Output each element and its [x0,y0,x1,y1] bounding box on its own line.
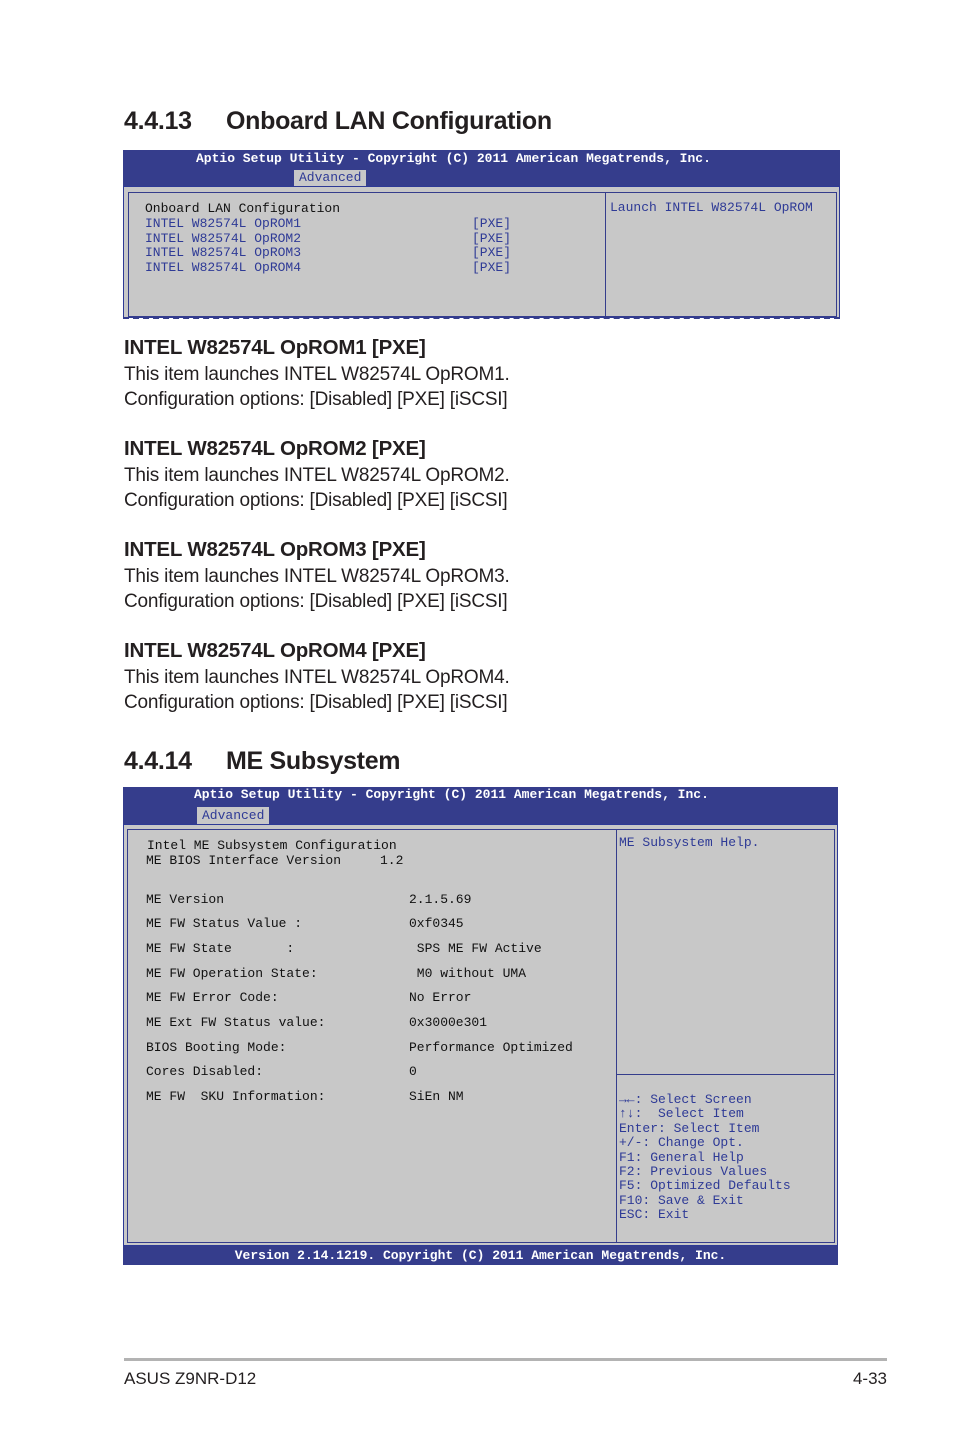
item-desc: This item launches INTEL W82574L OpROM4. [124,667,510,688]
item-options: Configuration options: [Disabled] [PXE] [iSCSI] [124,591,508,612]
bios-row-value: 0 [409,1064,417,1079]
key-hint: F5: Optimized Defaults [619,1178,791,1193]
section-heading-lan [124,107,552,136]
section-number: 4.4.13 [124,107,192,135]
bios-item-label[interactable]: INTEL W82574L OpROM3 [145,245,302,260]
bios-heading: Intel ME Subsystem Configuration [147,838,397,853]
item-heading-oprom4: INTEL W82574L OpROM4 [PXE] [124,639,426,662]
bios-item-value[interactable]: [PXE] [472,231,512,246]
key-hint: F1: General Help [619,1150,744,1165]
item-options: Configuration options: [Disabled] [PXE] [iSCSI] [124,692,508,713]
bios-title-bar [123,150,840,186]
bios-row-value: 2.1.5.69 [409,892,472,907]
bios-item-value[interactable]: [PXE] [472,260,512,275]
bios-footer: Version 2.14.1219. Copyright (C) 2011 American Megatrends, Inc. [123,1246,838,1265]
key-hint: →←: Select Screen [619,1092,752,1107]
bios-row-label: ME BIOS Interface Version [146,853,342,868]
key-hint: Enter: Select Item [619,1121,760,1136]
footer-product: ASUS Z9NR-D12 [124,1369,257,1388]
bios-lan-screen [123,150,840,320]
bios-body [123,186,840,318]
section-title: ME Subsystem [226,747,401,775]
bios-row-label: ME FW Error Code: [146,990,279,1005]
bios-row-value: Performance Optimized [409,1040,573,1055]
section-number: 4.4.14 [124,747,192,775]
item-options: Configuration options: [Disabled] [PXE] [iSCSI] [124,490,508,511]
item-desc: This item launches INTEL W82574L OpROM1. [124,364,510,385]
footer-page-number: 4-33 [852,1369,887,1388]
bios-item-value[interactable]: [PXE] [472,245,512,260]
item-desc: This item launches INTEL W82574L OpROM2. [124,465,510,486]
bios-item-label[interactable]: INTEL W82574L OpROM4 [145,260,302,275]
bios-heading: Onboard LAN Configuration [145,201,341,216]
key-hint: ESC: Exit [619,1207,690,1222]
bios-row-label: ME Version [146,892,225,907]
footer-rule [124,1358,887,1361]
bios-title: Aptio Setup Utility - Copyright (C) 2011 American Megatrends, Inc. [196,151,711,166]
bios-help-text: Launch INTEL W82574L OpROM [610,200,813,215]
section-heading-me [124,747,400,776]
bios-row-label: ME FW Status Value : [146,916,303,931]
bios-title: Aptio Setup Utility - Copyright (C) 2011 American Megatrends, Inc. [194,787,709,802]
bios-item-label[interactable]: INTEL W82574L OpROM2 [145,231,302,246]
key-hint: F2: Previous Values [619,1164,768,1179]
item-desc: This item launches INTEL W82574L OpROM3. [124,566,510,587]
bios-row-label: ME Ext FW Status value: [146,1015,326,1030]
key-hint: +/-: Change Opt. [619,1135,744,1150]
bios-row-label: Cores Disabled: [146,1064,264,1079]
bios-row-value: 0x3000e301 [409,1015,488,1030]
bios-row-label: BIOS Booting Mode: [146,1040,287,1055]
bios-body [123,824,838,1246]
item-options: Configuration options: [Disabled] [PXE] [iSCSI] [124,389,508,410]
bios-row-value: SPS ME FW Active [409,941,542,956]
bios-row-value: M0 without UMA [409,966,527,981]
bios-item-label[interactable]: INTEL W82574L OpROM1 [145,216,302,231]
bios-me-screen [123,787,838,1265]
item-heading-oprom3: INTEL W82574L OpROM3 [PXE] [124,538,426,561]
bios-row-value: 1.2 [380,853,404,868]
bios-row-value: 0xf0345 [409,916,464,931]
key-hint: F10: Save & Exit [619,1193,744,1208]
tab-advanced[interactable]: Advanced [197,807,269,824]
bios-title-bar [123,787,838,824]
bios-row-label: ME FW State : [146,941,295,956]
bios-help-text: ME Subsystem Help. [619,835,760,850]
cut-edge [123,317,840,319]
help-divider [616,1074,835,1075]
bios-row-value: SiEn NM [409,1089,464,1104]
item-heading-oprom1: INTEL W82574L OpROM1 [PXE] [124,336,426,359]
item-heading-oprom2: INTEL W82574L OpROM2 [PXE] [124,437,426,460]
bios-item-value[interactable]: [PXE] [472,216,512,231]
bios-row-label: ME FW SKU Information: [146,1089,326,1104]
key-hint: ↑↓: Select Item [619,1106,744,1121]
tab-advanced[interactable]: Advanced [294,170,366,186]
bios-row-value: No Error [409,990,472,1005]
bios-row-label: ME FW Operation State: [146,966,318,981]
section-title: Onboard LAN Configuration [226,107,552,135]
